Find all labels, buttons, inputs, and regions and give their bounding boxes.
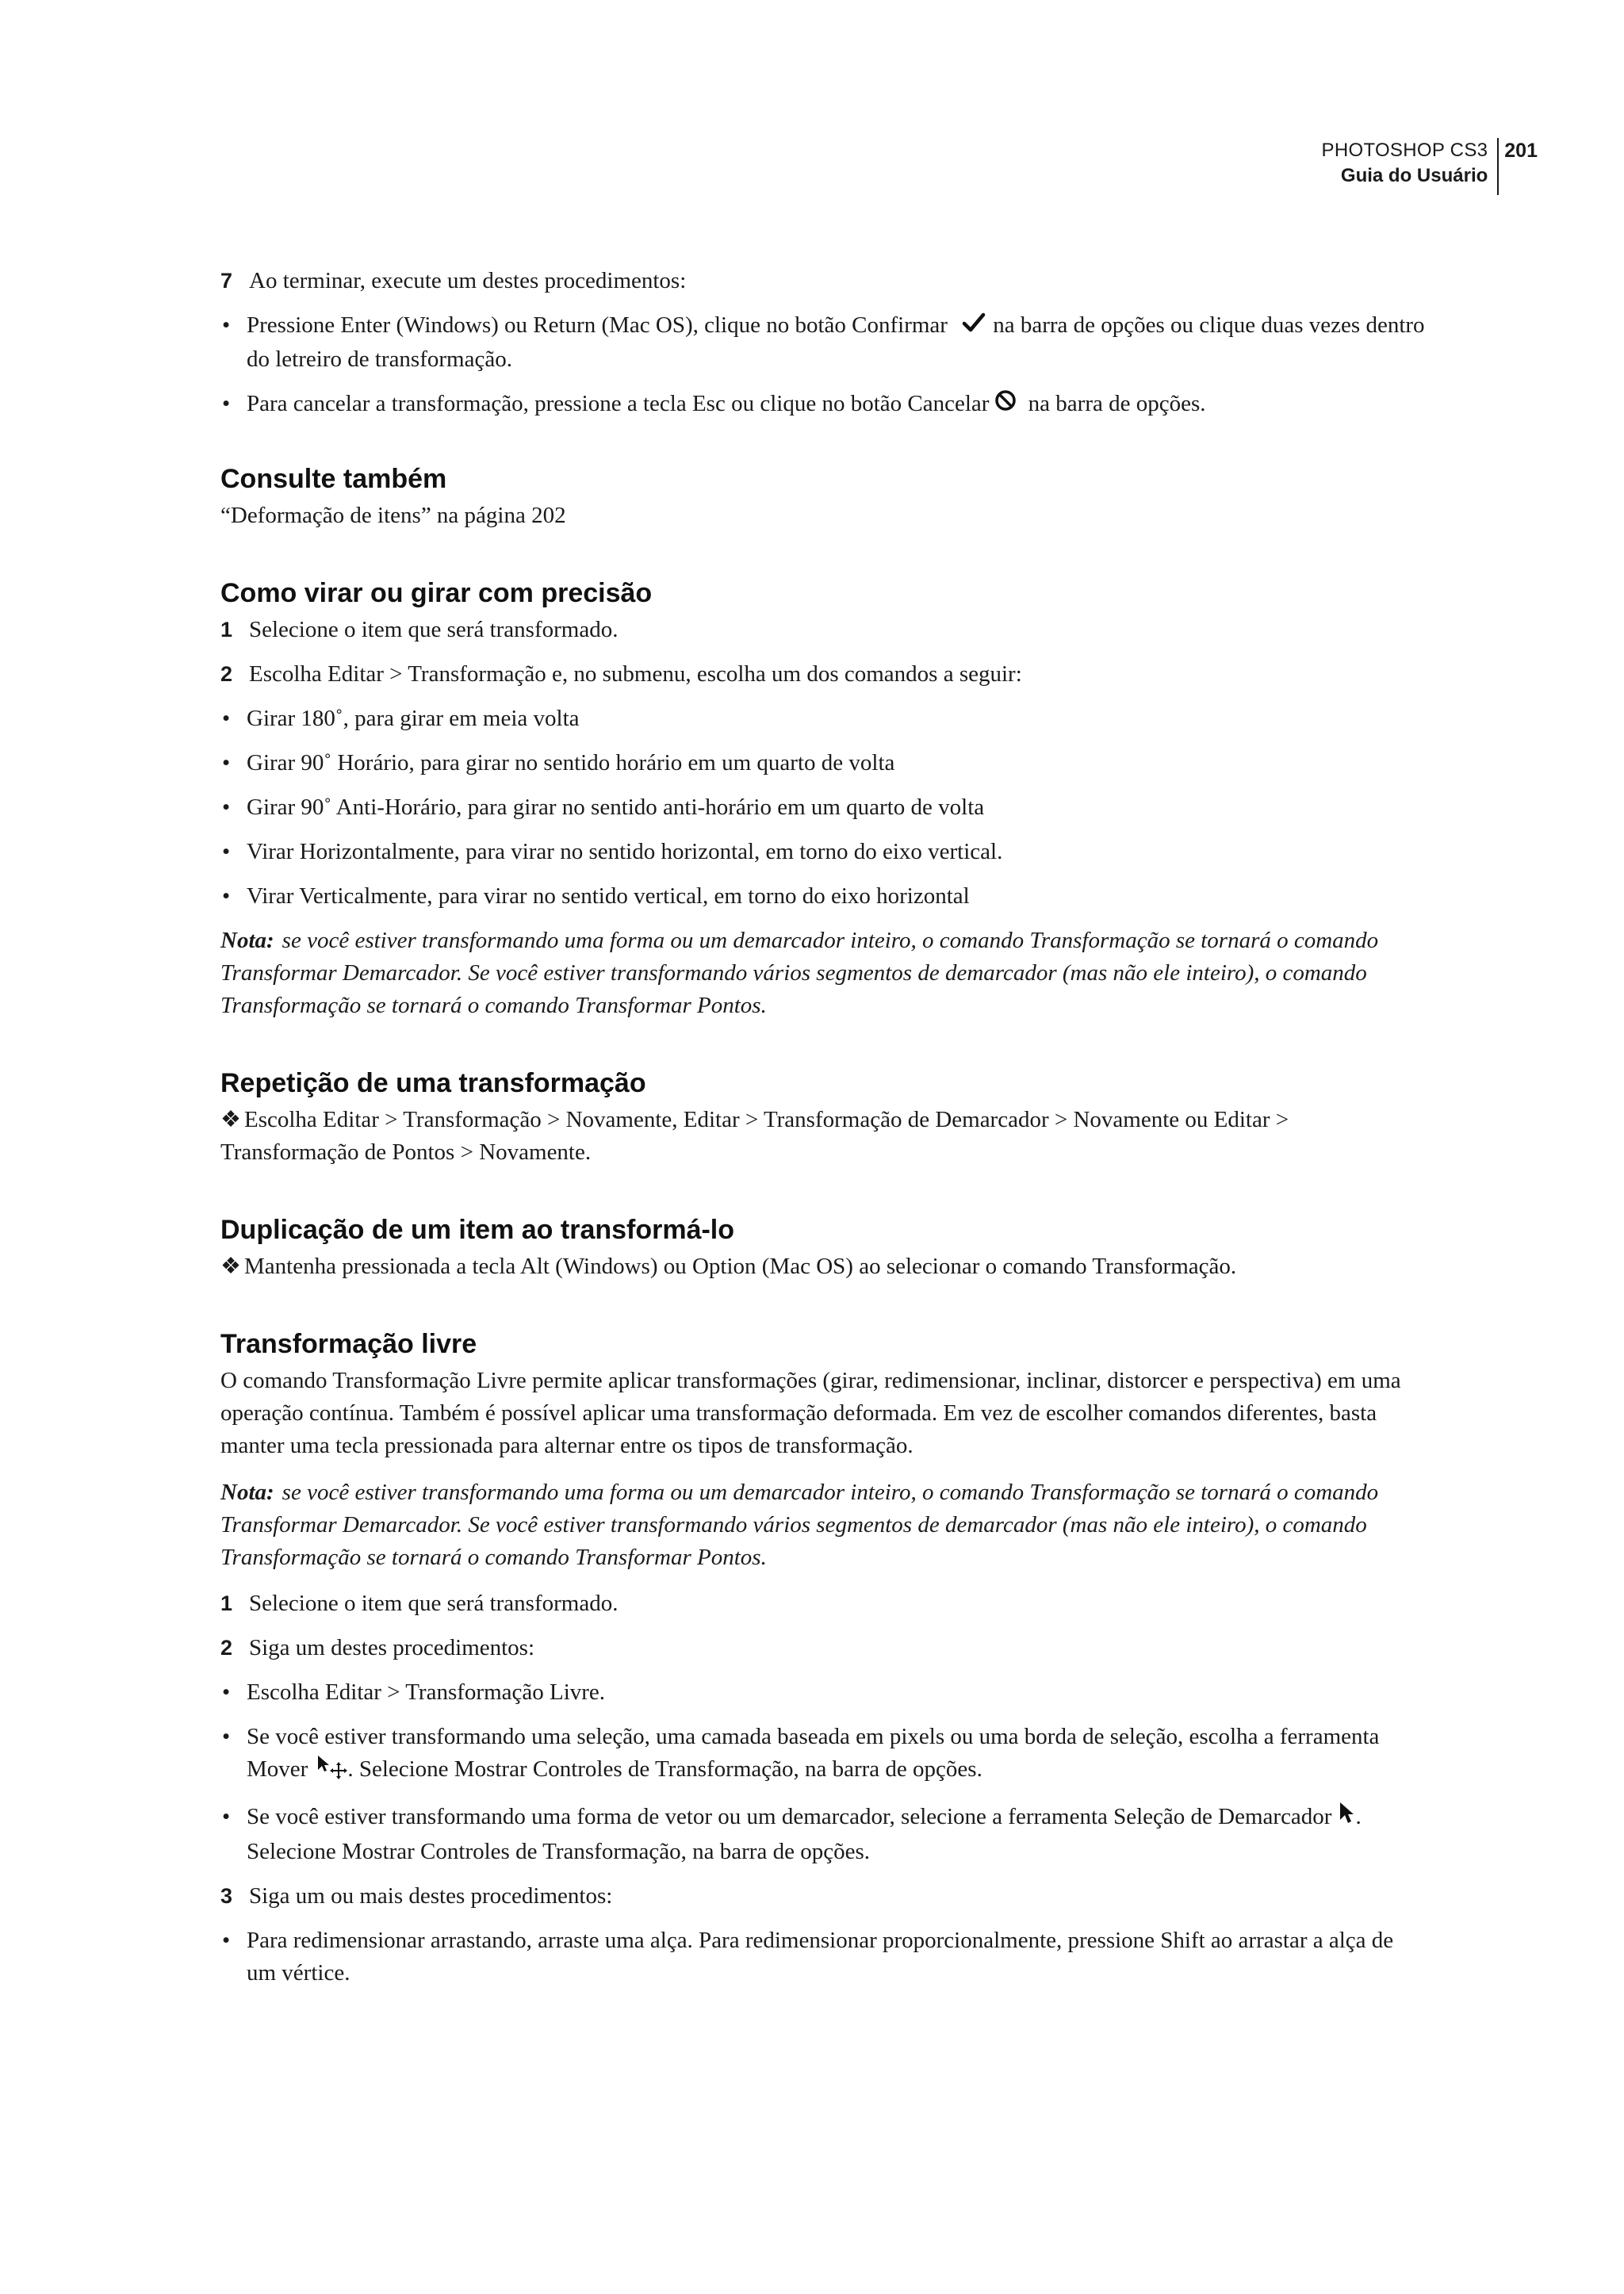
bullet-cancel [220, 388, 1426, 422]
heading-repeat: Repetição de uma transformação [220, 1068, 646, 1099]
note-text: se você estiver transformando uma forma ou um demarcador inteiro, o comando Transformação se tornará o comando Transformar Demarcador. Se você estiver transformando vários segmentos de demarcador (mas não ele inteiro), o comando Transformação se tornará o comando Transformar Pontos. [220, 928, 1379, 1019]
diamond-step [220, 1250, 1426, 1283]
step-text: Siga um ou mais destes procedimentos: [249, 1882, 613, 1909]
step-text: Escolha Editar > Transformação > Novamente, Editar > Transformação de Demarcador > Novamente ou Editar > Transformação de Pontos > Novamente. [220, 1107, 1289, 1166]
step-number: 2 [220, 1636, 233, 1660]
step-text: Selecione o item que será transformado. [249, 617, 619, 643]
heading-see-also: Consulte também [220, 464, 447, 495]
bullet-text: . Selecione Mostrar Controles de Transformação, na barra de opções. [347, 1756, 982, 1783]
step-number: 1 [220, 1591, 233, 1616]
page-content [220, 265, 1426, 2001]
bullet-text: . Selecione Mostrar Controles de Transformação, na barra de opções. [247, 1803, 1362, 1864]
diamond-bullet-icon: ❖ [220, 1107, 241, 1133]
bullet-text: Se você estiver transformando uma forma de vetor ou um demarcador, selecione a ferramenta Seleção de Demarcador [247, 1803, 1332, 1829]
page-header [1322, 138, 1538, 195]
page-number: 201 [1497, 138, 1538, 195]
note-label: Nota: [220, 928, 274, 954]
paragraph: O comando Transformação Livre permite aplicar transformações (girar, redimensionar, inclinar, distorcer e perspectiva) em uma operação contínua. Também é possível aplicar uma transformação deformada. Em vez de escolher comandos diferentes, basta manter uma tecla pressionada para alternar entre os tipos de transformação. [220, 1368, 1401, 1459]
bullet-path-selection [220, 1801, 1426, 1868]
bullet-confirm [220, 309, 1426, 376]
bullet-text: Para cancelar a transformação, pressione a tecla Esc ou clique no botão Cancelar [247, 390, 990, 416]
bullet-text: na barra de opções ou clique duas vezes dentro do letreiro de transformação. [247, 312, 1425, 372]
bullet-text: Pressione Enter (Windows) ou Return (Mac OS), clique no botão Confirmar [247, 312, 948, 338]
heading-free-transform: Transformação livre [220, 1329, 477, 1360]
note [220, 1476, 1426, 1574]
note-label: Nota: [220, 1480, 274, 1506]
bullet-text: Se você estiver transformando uma seleção, uma camada baseada em pixels ou uma borda de seleção, escolha a ferramenta Mover [247, 1724, 1380, 1783]
diamond-step [220, 1104, 1426, 1169]
step-2 [220, 658, 1426, 691]
bullet-rotate-90-ccw: • Girar 90˚ Anti-Horário, para girar no sentido anti-horário em um quarto de volta [220, 791, 1426, 824]
step-1 [220, 1587, 1426, 1620]
checkmark-icon [962, 311, 986, 343]
note [220, 925, 1426, 1022]
header-guide: Guia do Usuário [1340, 165, 1488, 186]
cross-reference-link[interactable]: “Deformação de itens” na página 202 [220, 503, 566, 529]
bullet-free-transform: • Escolha Editar > Transformação Livre. [220, 1676, 1426, 1709]
bullet-rotate-180: • Girar 180˚, para girar em meia volta [220, 703, 1426, 735]
bullet-text: na barra de opções. [1028, 390, 1206, 416]
header-text [1322, 138, 1498, 189]
step-text: Escolha Editar > Transformação e, no submenu, escolha um dos comandos a seguir: [249, 661, 1022, 687]
bullet-resize: • Para redimensionar arrastando, arraste uma alça. Para redimensionar proporcionalmente, pressione Shift ao arrastar a alça de um vértice. [220, 1924, 1426, 1990]
step-text: Selecione o item que será transformado. [249, 1591, 619, 1617]
bullet-move-tool [220, 1721, 1426, 1788]
note-text: se você estiver transformando uma forma ou um demarcador inteiro, o comando Transformação se tornará o comando Transformar Demarcador. Se você estiver transformando vários segmentos de demarcador (mas não ele inteiro), o comando Transformação se tornará o comando Transformar Pontos. [220, 1480, 1379, 1571]
bullet-rotate-90-cw: • Girar 90˚ Horário, para girar no sentido horário em um quarto de volta [220, 747, 1426, 779]
heading-flip-rotate: Como virar ou girar com precisão [220, 578, 653, 609]
step-number: 2 [220, 662, 233, 687]
cancel-icon [994, 389, 1017, 422]
step-2 [220, 1632, 1426, 1664]
step-number: 7 [220, 269, 233, 293]
step-text: Mantenha pressionada a tecla Alt (Windows) ou Option (Mac OS) ao selecionar o comando Transformação. [244, 1254, 1237, 1280]
header-product: PHOTOSHOP CS3 [1321, 140, 1488, 161]
heading-duplicate: Duplicação de um item ao transformá-lo [220, 1215, 735, 1246]
step-number: 3 [220, 1883, 233, 1908]
bullet-flip-horizontal: • Virar Horizontalmente, para virar no sentido horizontal, em torno do eixo vertical. [220, 836, 1426, 868]
step-text: Siga um destes procedimentos: [249, 1635, 535, 1661]
step-number: 1 [220, 618, 233, 642]
step-3 [220, 1880, 1426, 1913]
step-7 [220, 265, 1426, 297]
step-1 [220, 614, 1426, 646]
bullet-flip-vertical: • Virar Verticalmente, para virar no sentido vertical, em torno do eixo horizontal [220, 880, 1426, 913]
diamond-bullet-icon: ❖ [220, 1254, 241, 1280]
move-tool-icon [316, 1754, 347, 1789]
step-text: Ao terminar, execute um destes procedimentos: [249, 268, 687, 293]
path-selection-arrow-icon [1338, 1801, 1355, 1836]
